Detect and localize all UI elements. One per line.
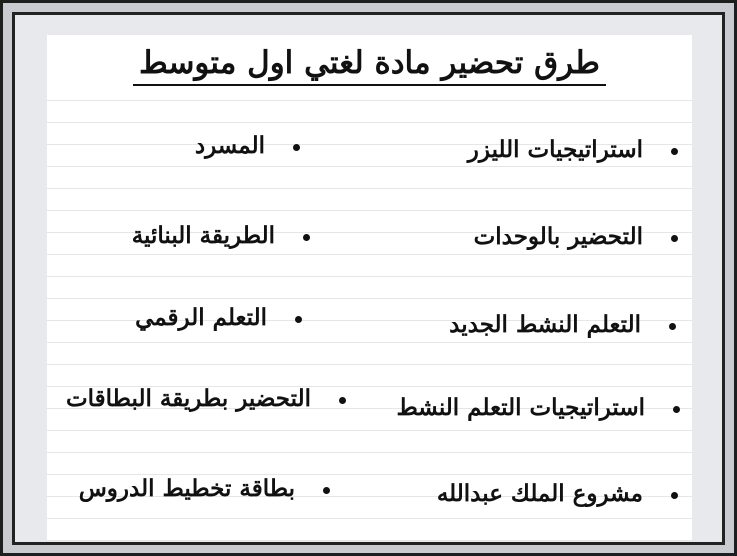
list-item (396, 393, 680, 423)
bullet-icon (293, 144, 300, 151)
list-item (79, 474, 330, 504)
bullet-icon (671, 492, 678, 499)
bullet-icon (671, 148, 678, 155)
list-item-label: الطريقة البنائية (131, 222, 275, 249)
list-item-label: التحضير بالوحدات (473, 223, 643, 250)
bullet-icon (303, 234, 310, 241)
bullet-icon (323, 487, 330, 494)
list-item (474, 222, 678, 252)
bullet-icon (671, 235, 678, 242)
list-item-label: استراتيجيات الليزر (467, 136, 643, 163)
list-item (468, 135, 678, 165)
bullet-icon (295, 316, 302, 323)
inner-frame (12, 12, 725, 545)
list-item-label: استراتيجيات التعلم النشط (396, 394, 645, 421)
list-item-label: بطاقة تخطيط الدروس (78, 475, 295, 502)
page-title: طرق تحضير مادة لغتي اول متوسط (133, 45, 606, 86)
lined-paper (47, 35, 692, 541)
bullet-icon (339, 397, 346, 404)
list-item (437, 479, 678, 509)
title-bar (47, 35, 692, 99)
list-item (195, 131, 300, 161)
list-item (66, 384, 346, 414)
list-item-label: التعلم النشط الجديد (449, 311, 641, 338)
list-item (132, 221, 310, 251)
list-item (135, 303, 302, 333)
list-item-label: التحضير بطريقة البطاقات (66, 385, 311, 412)
bullet-icon (669, 323, 676, 330)
list-item (449, 310, 676, 340)
bullet-icon (673, 406, 680, 413)
list-item-label: المسرد (194, 132, 265, 159)
list-item-label: مشروع الملك عبدالله (436, 480, 643, 507)
list-item-label: التعلم الرقمي (135, 304, 267, 331)
